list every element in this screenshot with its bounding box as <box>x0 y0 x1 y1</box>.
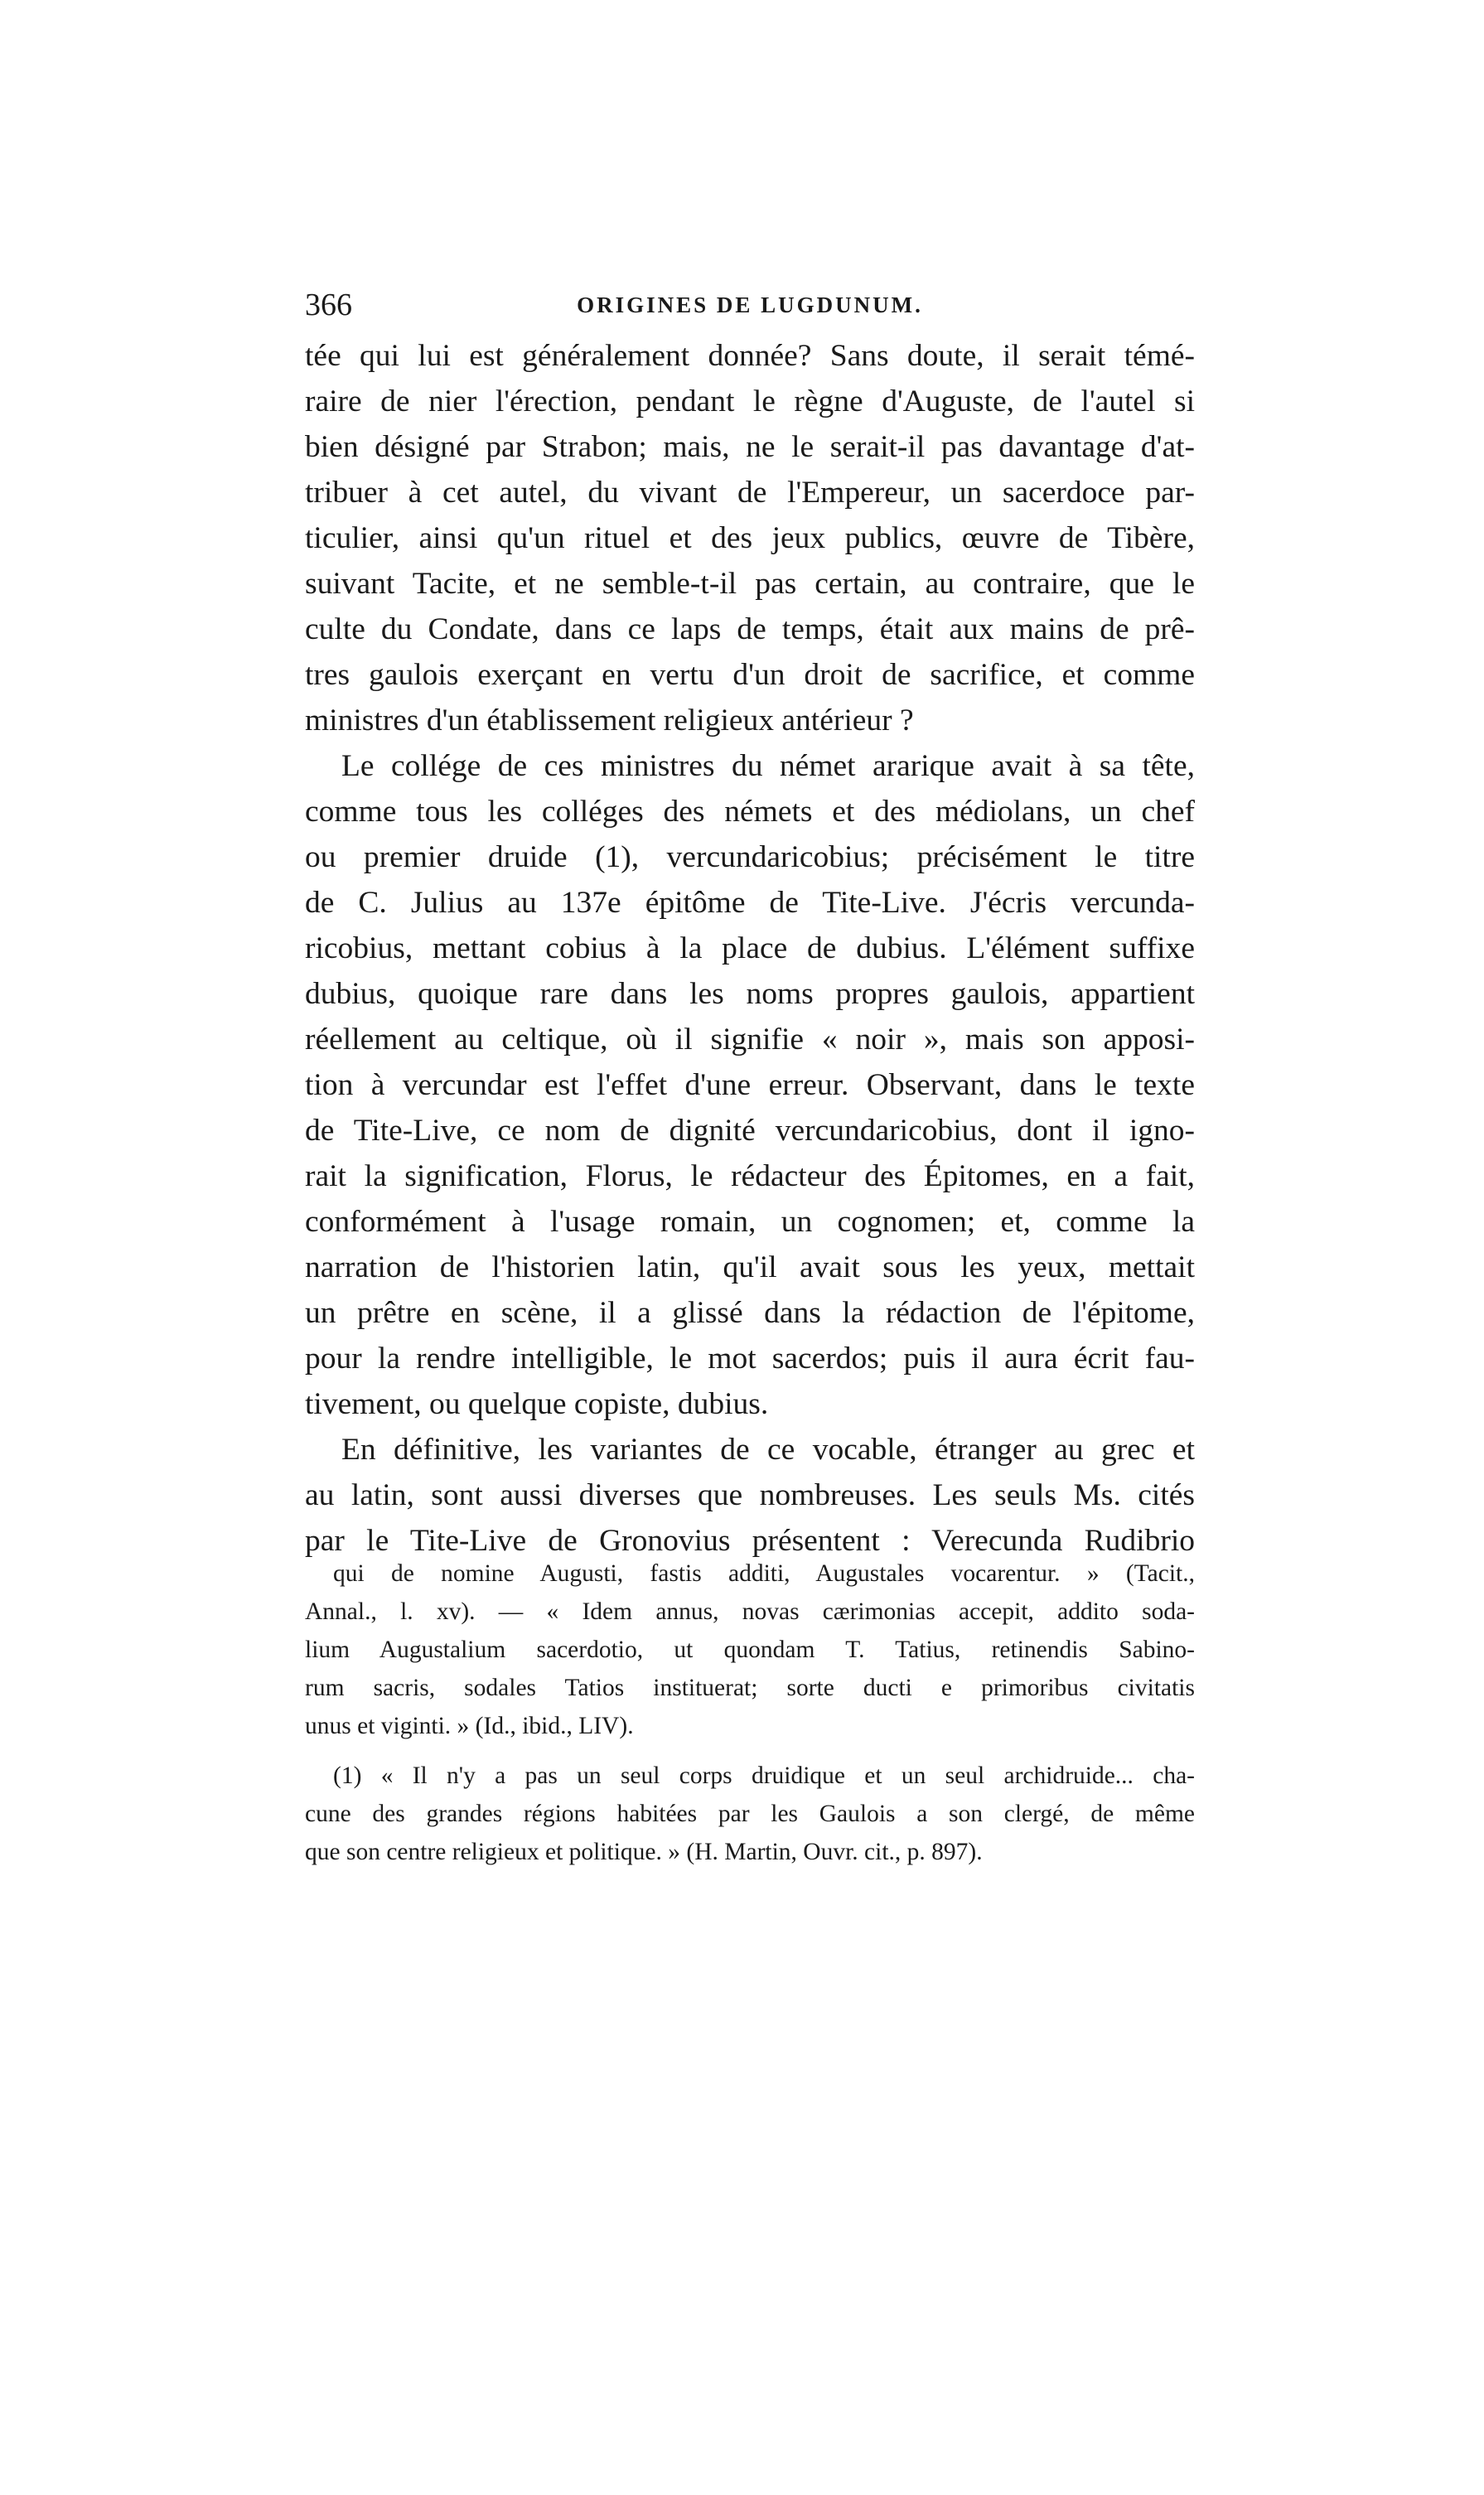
paragraph-start-line: En définitive, les variantes de ce vocable, étranger au grec et <box>341 1433 1195 1467</box>
text-line: de C. Julius au 137e épitôme de Tite-Live. J'écris vercunda- <box>305 886 1195 920</box>
footnote-line: rum sacris, sodales Tatios instituerat; sorte ducti e primoribus civitatis <box>305 1675 1195 1701</box>
main-text <box>305 333 1195 1564</box>
text-line: culte du Condate, dans ce laps de temps, était aux mains de prê- <box>305 612 1195 646</box>
page-header <box>305 280 1195 330</box>
footnote-1-line: cune des grandes régions habitées par les Gaulois a son clergé, de même <box>305 1801 1195 1827</box>
footnote-1-line: que son centre religieux et politique. » (H. Martin, Ouvr. cit., p. 897). <box>305 1839 983 1865</box>
footnote-line: lium Augustalium sacerdotio, ut quondam T. Tatius, retinendis Sabino- <box>305 1637 1195 1663</box>
page-number: 366 <box>305 288 352 322</box>
text-line: ou premier druide (1), vercundaricobius; précisément le titre <box>305 840 1195 874</box>
text-line: suivant Tacite, et ne semble-t-il pas certain, au contraire, que le <box>305 567 1195 601</box>
footnotes <box>305 1555 1195 1871</box>
paragraph-start-line: Le collége de ces ministres du német ararique avait à sa tête, <box>341 749 1195 783</box>
text-line: tivement, ou quelque copiste, dubius. <box>305 1387 769 1421</box>
text-line: tion à vercundar est l'effet d'une erreur. Observant, dans le texte <box>305 1068 1195 1102</box>
text-line: bien désigné par Strabon; mais, ne le serait-il pas davantage d'at- <box>305 430 1195 464</box>
text-line: narration de l'historien latin, qu'il avait sous les yeux, mettait <box>305 1250 1195 1284</box>
text-line: conformément à l'usage romain, un cognomen; et, comme la <box>305 1205 1195 1239</box>
text-line: un prêtre en scène, il a glissé dans la rédaction de l'épitome, <box>305 1296 1195 1330</box>
footnote-line: qui de nomine Augusti, fastis additi, Augustales vocarentur. » (Tacit., <box>333 1560 1195 1587</box>
text-line: au latin, sont aussi diverses que nombreuses. Les seuls Ms. cités <box>305 1478 1195 1512</box>
footnote-line: unus et viginti. » (Id., ibid., LIV). <box>305 1713 634 1739</box>
running-head: ORIGINES DE LUGDUNUM. <box>577 293 923 317</box>
text-line: de Tite-Live, ce nom de dignité vercundaricobius, dont il igno- <box>305 1114 1195 1148</box>
text-line: rait la signification, Florus, le rédacteur des Épitomes, en a fait, <box>305 1159 1195 1193</box>
text-line: comme tous les colléges des némets et des médiolans, un chef <box>305 795 1195 829</box>
text-line: dubius, quoique rare dans les noms propres gaulois, appartient <box>305 977 1195 1011</box>
text-line: pour la rendre intelligible, le mot sacerdos; puis il aura écrit fau- <box>305 1342 1195 1376</box>
text-line: ministres d'un établissement religieux antérieur ? <box>305 704 914 737</box>
text-line: réellement au celtique, où il signifie « noir », mais son apposi- <box>305 1023 1195 1057</box>
text-line: ricobius, mettant cobius à la place de dubius. L'élément suffixe <box>305 931 1195 965</box>
footnote-line: Annal., l. xv). — « Idem annus, novas cærimonias accepit, addito soda- <box>305 1598 1195 1625</box>
text-line: tée qui lui est généralement donnée? Sans doute, il serait témé- <box>305 339 1195 373</box>
text-line: tribuer à cet autel, du vivant de l'Empereur, un sacerdoce par- <box>305 476 1195 510</box>
text-line: raire de nier l'érection, pendant le règne d'Auguste, de l'autel si <box>305 384 1195 418</box>
text-line: tres gaulois exerçant en vertu d'un droit de sacrifice, et comme <box>305 658 1195 692</box>
text-line: ticulier, ainsi qu'un rituel et des jeux publics, œuvre de Tibère, <box>305 521 1195 555</box>
footnote-1-line: (1) « Il n'y a pas un seul corps druidique et un seul archidruide... cha- <box>333 1762 1195 1789</box>
text-line: par le Tite-Live de Gronovius présentent : Verecunda Rudibrio <box>305 1524 1195 1558</box>
